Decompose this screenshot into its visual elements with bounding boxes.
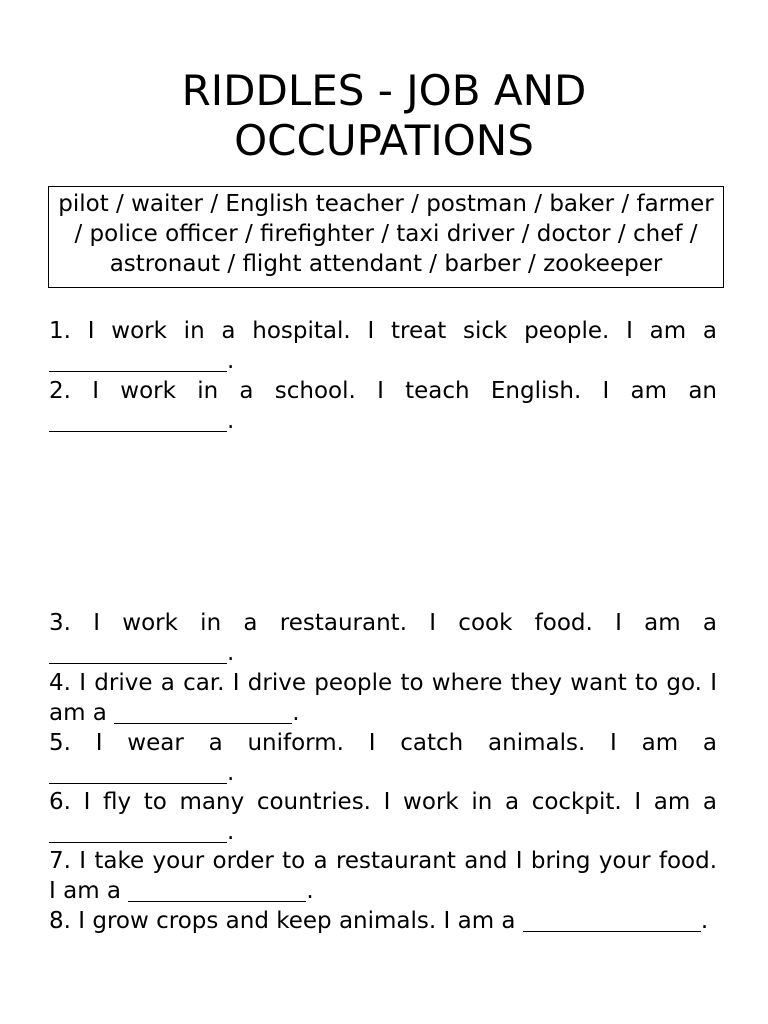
riddle-end: . <box>700 908 709 934</box>
answer-blank[interactable] <box>49 761 227 784</box>
riddle-text: I work in a restaurant. I cook food. I am a <box>93 610 717 636</box>
riddle-item <box>49 906 717 936</box>
riddle-end: . <box>227 348 235 374</box>
riddle-end: . <box>306 878 314 904</box>
riddle-item <box>49 846 717 906</box>
riddle-number: 3. <box>49 610 71 636</box>
answer-blank[interactable] <box>49 641 227 664</box>
answer-blank[interactable] <box>114 701 292 724</box>
answer-blank[interactable] <box>49 820 227 843</box>
riddle-item <box>49 787 717 847</box>
word-bank-box <box>48 186 724 288</box>
riddle-number: 7. <box>49 848 71 874</box>
riddle-item <box>49 668 717 728</box>
riddle-number: 5. <box>49 730 71 756</box>
riddle-number: 8. <box>49 908 71 934</box>
riddle-text: I grow crops and keep animals. I am a <box>78 908 516 934</box>
riddle-item <box>49 728 717 788</box>
page-title: RIDDLES - JOB AND OCCUPATIONS <box>181 66 587 165</box>
riddle-end: . <box>227 640 235 666</box>
riddle-number: 6. <box>49 789 71 815</box>
riddle-item <box>49 608 717 668</box>
riddle-number: 4. <box>49 670 71 696</box>
riddle-text: I wear a uniform. I catch animals. I am a <box>95 730 717 756</box>
answer-blank[interactable] <box>523 909 701 932</box>
riddle-end: . <box>227 408 235 434</box>
riddle-item <box>49 376 717 436</box>
riddle-text: I take your order to a restaurant and I bring your food. I am a <box>49 848 717 904</box>
answer-blank[interactable] <box>128 879 306 902</box>
riddle-end: . <box>227 760 235 786</box>
riddle-text: I work in a hospital. I treat sick people. I am a <box>87 318 717 344</box>
riddle-text: I fly to many countries. I work in a cockpit. I am a <box>83 789 717 815</box>
riddle-number: 1. <box>49 318 71 344</box>
answer-blank[interactable] <box>49 349 227 372</box>
riddle-end: . <box>227 819 235 845</box>
riddle-number: 2. <box>49 378 71 404</box>
word-bank-text: pilot / waiter / English teacher / postman / baker / farmer / police officer / firefighter / taxi driver / doctor / chef / astronaut / flight attendant / barber / zookeeper <box>58 191 714 277</box>
riddle-text: I drive a car. I drive people to where they want to go. I am a <box>49 670 718 726</box>
riddle-text: I work in a school. I teach English. I am an <box>92 378 717 404</box>
riddle-item <box>49 316 717 376</box>
answer-blank[interactable] <box>49 409 227 432</box>
riddle-end: . <box>292 700 300 726</box>
